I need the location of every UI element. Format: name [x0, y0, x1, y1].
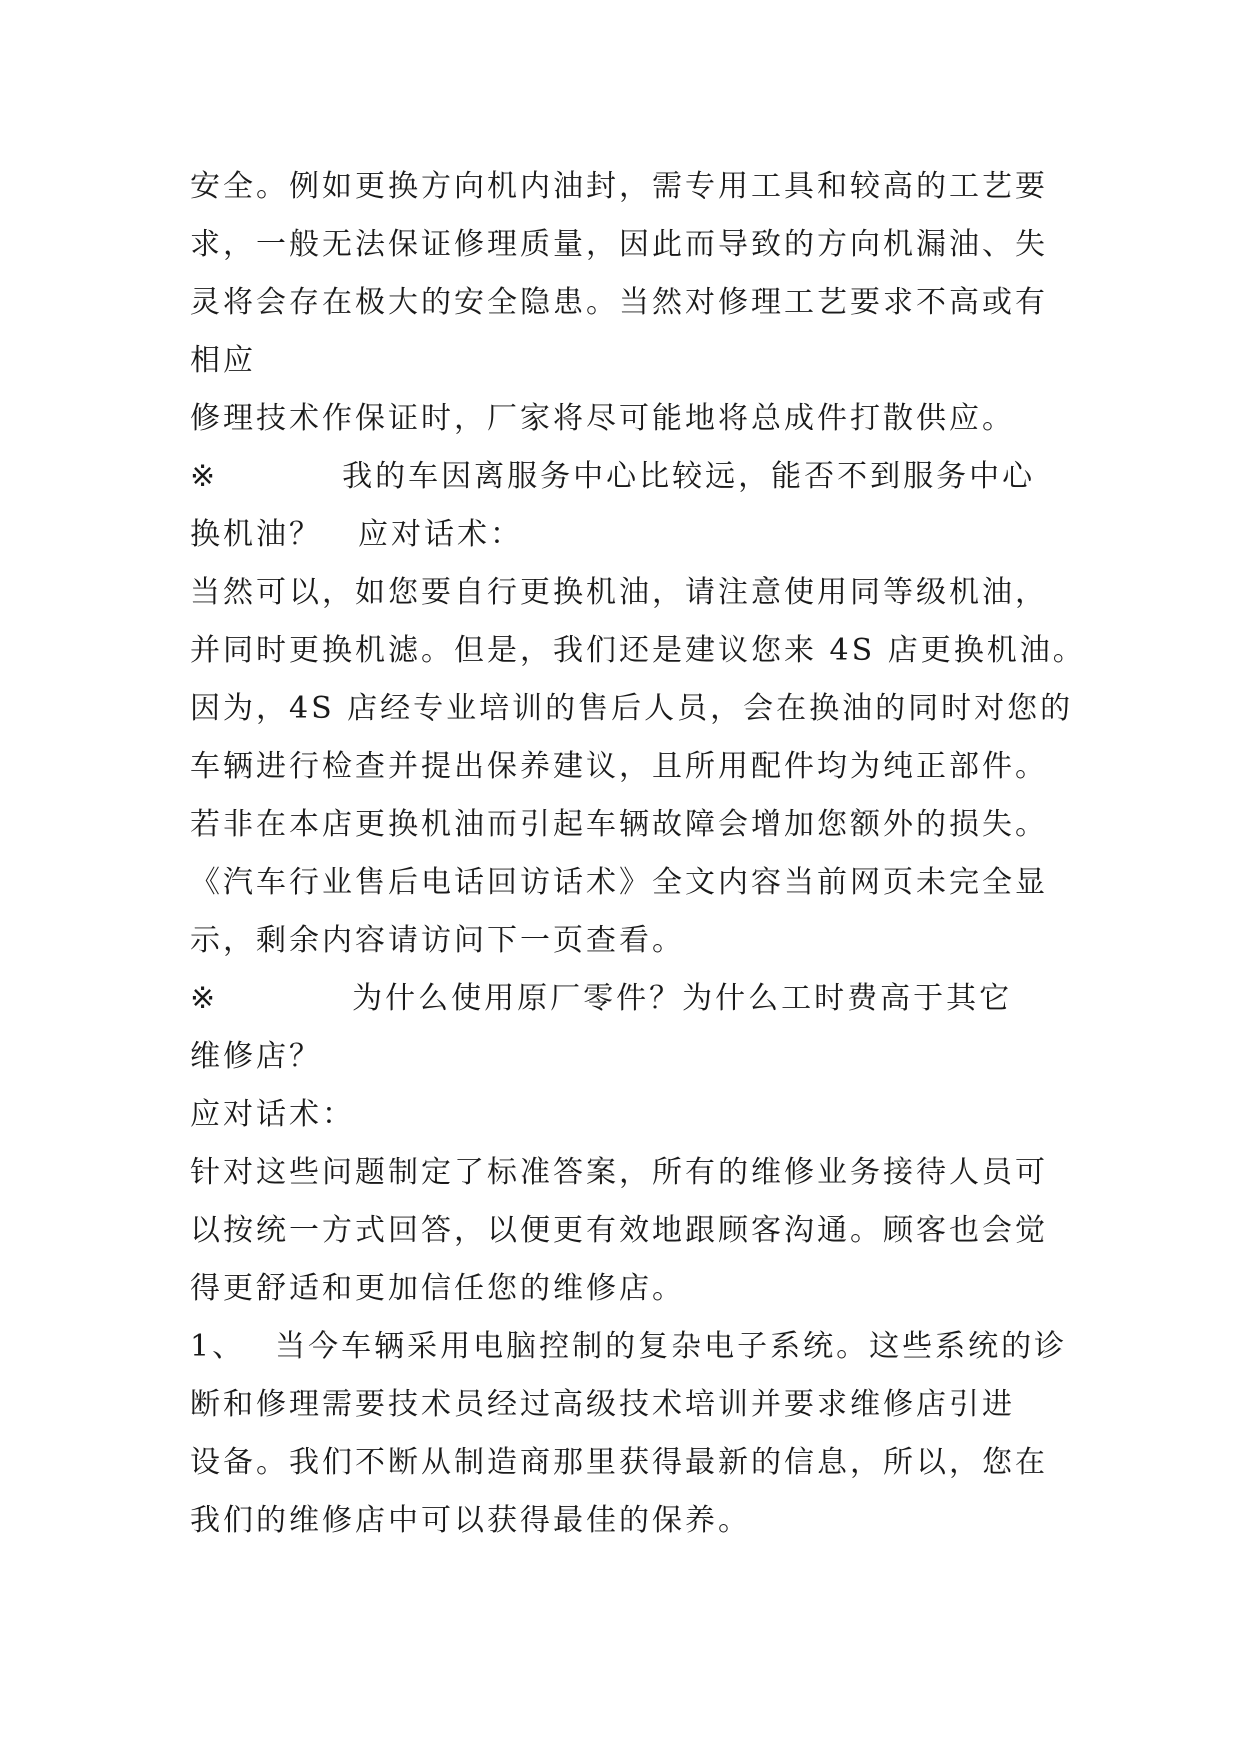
document-body [190, 158, 1086, 1550]
answer-line: 示，剩余内容请访问下一页查看。 [190, 923, 685, 958]
paragraph-line: 修理技术作保证时，厂家将尽可能地将总成件打散供应。 [190, 401, 1015, 436]
question-text: 为什么使用原厂零件？为什么工时费高于其它 [352, 981, 1013, 1016]
question-text-continued: 换机油？ [190, 517, 322, 552]
paragraph-line: 相应 [190, 343, 256, 378]
paragraph-line: 灵将会存在极大的安全隐患。当然对修理工艺要求不高或有 [190, 285, 1048, 320]
answer-line: 得更舒适和更加信任您的维修店。 [190, 1271, 685, 1306]
answer-line: 因为，4S 店经专业培训的售后人员，会在换油的同时对您的 [190, 691, 1074, 726]
answer-line: 《汽车行业售后电话回访话术》全文内容当前网页未完全显 [190, 865, 1048, 900]
question-heading [190, 970, 1070, 1028]
reference-mark: ※ [190, 981, 219, 1016]
question-text: 我的车因离服务中心比较远，能否不到服务中心 [342, 459, 1036, 494]
answer-line: 车辆进行检查并提出保养建议，且所用配件均为纯正部件。 [190, 749, 1048, 784]
item-text: 当今车辆采用电脑控制的复杂电子系统。这些系统的诊 [275, 1329, 1068, 1364]
paragraph-line: 安全。例如更换方向机内油封，需专用工具和较高的工艺要 [190, 169, 1048, 204]
answer-line: 以按统一方式回答，以便更有效地跟顾客沟通。顾客也会觉 [190, 1213, 1048, 1248]
answer-line: 针对这些问题制定了标准答案，所有的维修业务接待人员可 [190, 1155, 1048, 1190]
question-continuation [190, 506, 1070, 564]
answer-label: 应对话术： [358, 517, 523, 552]
paragraph-line: 求，一般无法保证修理质量，因此而导致的方向机漏油、失 [190, 227, 1048, 262]
numbered-item-line [190, 1318, 1070, 1376]
answer-line: 当然可以，如您要自行更换机油，请注意使用同等级机油， [190, 575, 1048, 610]
question-continuation: 维修店？ [190, 1039, 322, 1074]
reference-mark: ※ [190, 459, 219, 494]
answer-line: 若非在本店更换机油而引起车辆故障会增加您额外的损失。 [190, 807, 1048, 842]
item-number: 1、 [190, 1329, 246, 1364]
answer-label: 应对话术： [190, 1097, 355, 1132]
numbered-item-line: 设备。我们不断从制造商那里获得最新的信息，所以，您在 [190, 1445, 1048, 1480]
numbered-item-line: 断和修理需要技术员经过高级技术培训并要求维修店引进 [190, 1387, 1015, 1422]
question-heading [190, 448, 1070, 506]
numbered-item-line: 我们的维修店中可以获得最佳的保养。 [190, 1503, 751, 1538]
answer-line: 并同时更换机滤。但是，我们还是建议您来 4S 店更换机油。 [190, 633, 1086, 668]
